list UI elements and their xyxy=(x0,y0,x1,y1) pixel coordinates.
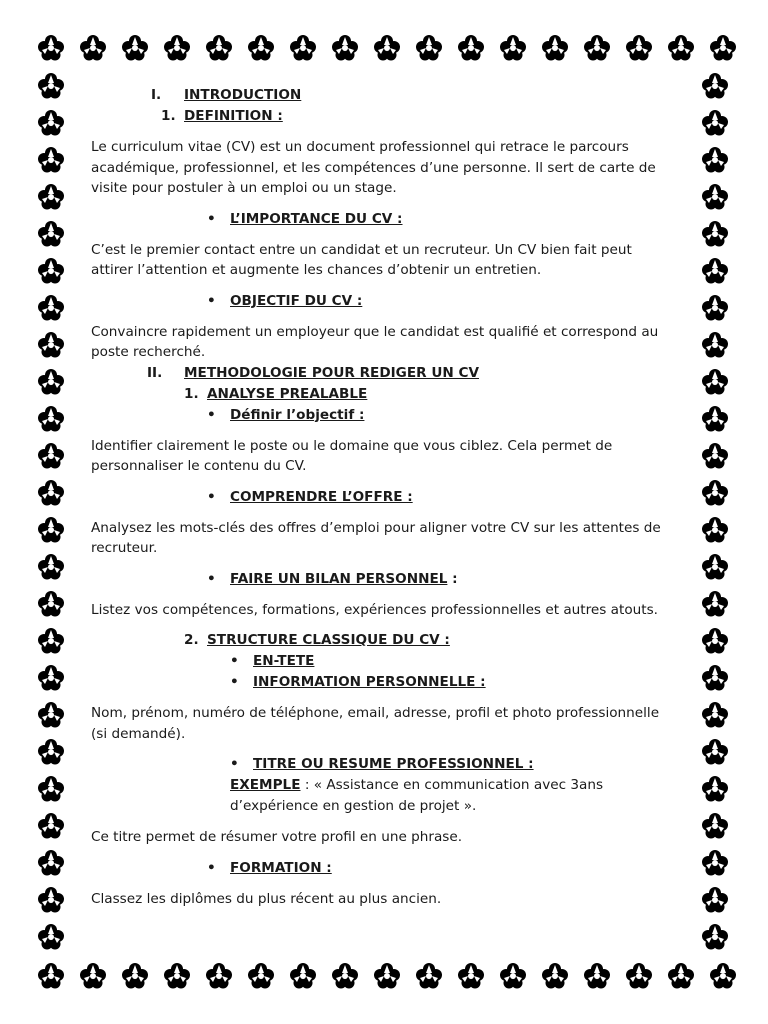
bullet-marker: • xyxy=(207,859,216,876)
exemple-text: : « Assistance en communication avec 3ans xyxy=(300,777,604,793)
subsection-title: DEFINITION : xyxy=(184,108,283,124)
exemple-line-2 xyxy=(91,796,671,817)
bullet-comprendre xyxy=(91,487,671,508)
bullet-title-group xyxy=(230,569,458,590)
bullet-title: FAIRE UN BILAN PERSONNEL xyxy=(230,570,448,587)
bullet-title: TITRE OU RESUME PROFESSIONNEL : xyxy=(253,756,534,772)
floral-border-right xyxy=(694,68,736,956)
floral-ornament-icon xyxy=(694,68,736,956)
bullet-marker: • xyxy=(230,653,239,669)
paragraph-importance: C’est le premier contact entre un candidat et un recruteur. Un CV bien fait peut attirer l’attention et augmente les chances d’obtenir un entretien. xyxy=(91,241,632,278)
subsection-number: 1. xyxy=(161,108,176,124)
bullet-importance xyxy=(91,209,671,230)
bullet-bilan xyxy=(91,569,671,590)
section-number: I. xyxy=(151,87,162,103)
paragraph-definir: Identifier clairement le poste ou le domaine que vous ciblez. Cela permet de personnaliser le contenu du CV. xyxy=(91,437,613,474)
bullet-marker: • xyxy=(207,292,216,309)
exemple-label: EXEMPLE xyxy=(230,777,301,793)
bullet-title: Définir l’objectif : xyxy=(230,406,365,423)
bullet-marker: • xyxy=(207,570,216,587)
section-title: INTRODUCTION xyxy=(184,87,302,103)
bullet-title: EN-TETE xyxy=(253,653,315,669)
floral-border-bottom xyxy=(30,956,738,996)
section-heading-methodologie xyxy=(91,363,671,384)
section-title: METHODOLOGIE POUR REDIGER UN CV xyxy=(184,364,479,381)
bullet-marker: • xyxy=(207,210,216,227)
floral-ornament-icon xyxy=(30,68,72,956)
bullet-title: COMPRENDRE L’OFFRE : xyxy=(230,488,413,505)
floral-ornament-icon xyxy=(30,956,738,996)
bullet-objectif xyxy=(91,291,671,312)
bullet-title: FORMATION : xyxy=(230,859,332,876)
bullet-titre xyxy=(91,754,671,775)
bullet-marker: • xyxy=(207,488,216,505)
bullet-title: INFORMATION PERSONNELLE : xyxy=(253,674,486,690)
bullet-title-colon: : xyxy=(447,570,458,587)
subsection-number: 1. xyxy=(184,385,199,402)
bullet-information xyxy=(91,672,671,693)
bullet-title: L’IMPORTANCE DU CV : xyxy=(230,210,403,227)
paragraph-definition: Le curriculum vitae (CV) est un document professionnel qui retrace le parcours académique, professionnel, et les compétences d’une personne. Il sert de carte de visite pour postuler à un emploi ou un stage. xyxy=(91,139,656,196)
paragraph-objectif: Convaincre rapidement un employeur que le candidat est qualifié et correspond au poste recherché. xyxy=(91,323,659,360)
floral-border-left xyxy=(30,68,72,956)
section-number: II. xyxy=(147,364,163,381)
exemple-text-continued: d’expérience en gestion de projet ». xyxy=(230,798,477,814)
exemple-group xyxy=(230,775,603,796)
bullet-marker: • xyxy=(207,406,216,423)
document-body xyxy=(91,85,671,909)
bullet-title: OBJECTIF DU CV : xyxy=(230,292,363,309)
bullet-definir xyxy=(91,405,671,426)
floral-ornament-icon xyxy=(30,28,738,68)
paragraph-comprendre: Analysez les mots-clés des offres d’emploi pour aligner votre CV sur les attentes de recruteur. xyxy=(91,519,661,556)
bullet-entete xyxy=(91,651,671,672)
subsection-title: STRUCTURE CLASSIQUE DU CV : xyxy=(207,632,450,648)
subsection-number: 2. xyxy=(184,632,199,648)
bullet-marker: • xyxy=(230,674,239,690)
floral-border-top xyxy=(30,28,738,68)
paragraph-titre: Ce titre permet de résumer votre profil en une phrase. xyxy=(91,829,463,845)
subsection-heading-structure xyxy=(91,630,671,651)
bullet-marker: • xyxy=(230,756,239,772)
paragraph-formation: Classez les diplômes du plus récent au plus ancien. xyxy=(91,890,442,907)
exemple-line xyxy=(91,775,671,796)
subsection-title: ANALYSE PREALABLE xyxy=(207,385,368,402)
bullet-formation xyxy=(91,858,671,879)
subsection-heading-definition xyxy=(91,106,671,127)
section-heading-introduction xyxy=(91,85,671,106)
subsection-heading-analyse xyxy=(91,384,671,405)
paragraph-information: Nom, prénom, numéro de téléphone, email, adresse, profil et photo professionnelle (si demandé). xyxy=(91,705,660,742)
paragraph-bilan: Listez vos compétences, formations, expériences professionnelles et autres atouts. xyxy=(91,601,659,618)
